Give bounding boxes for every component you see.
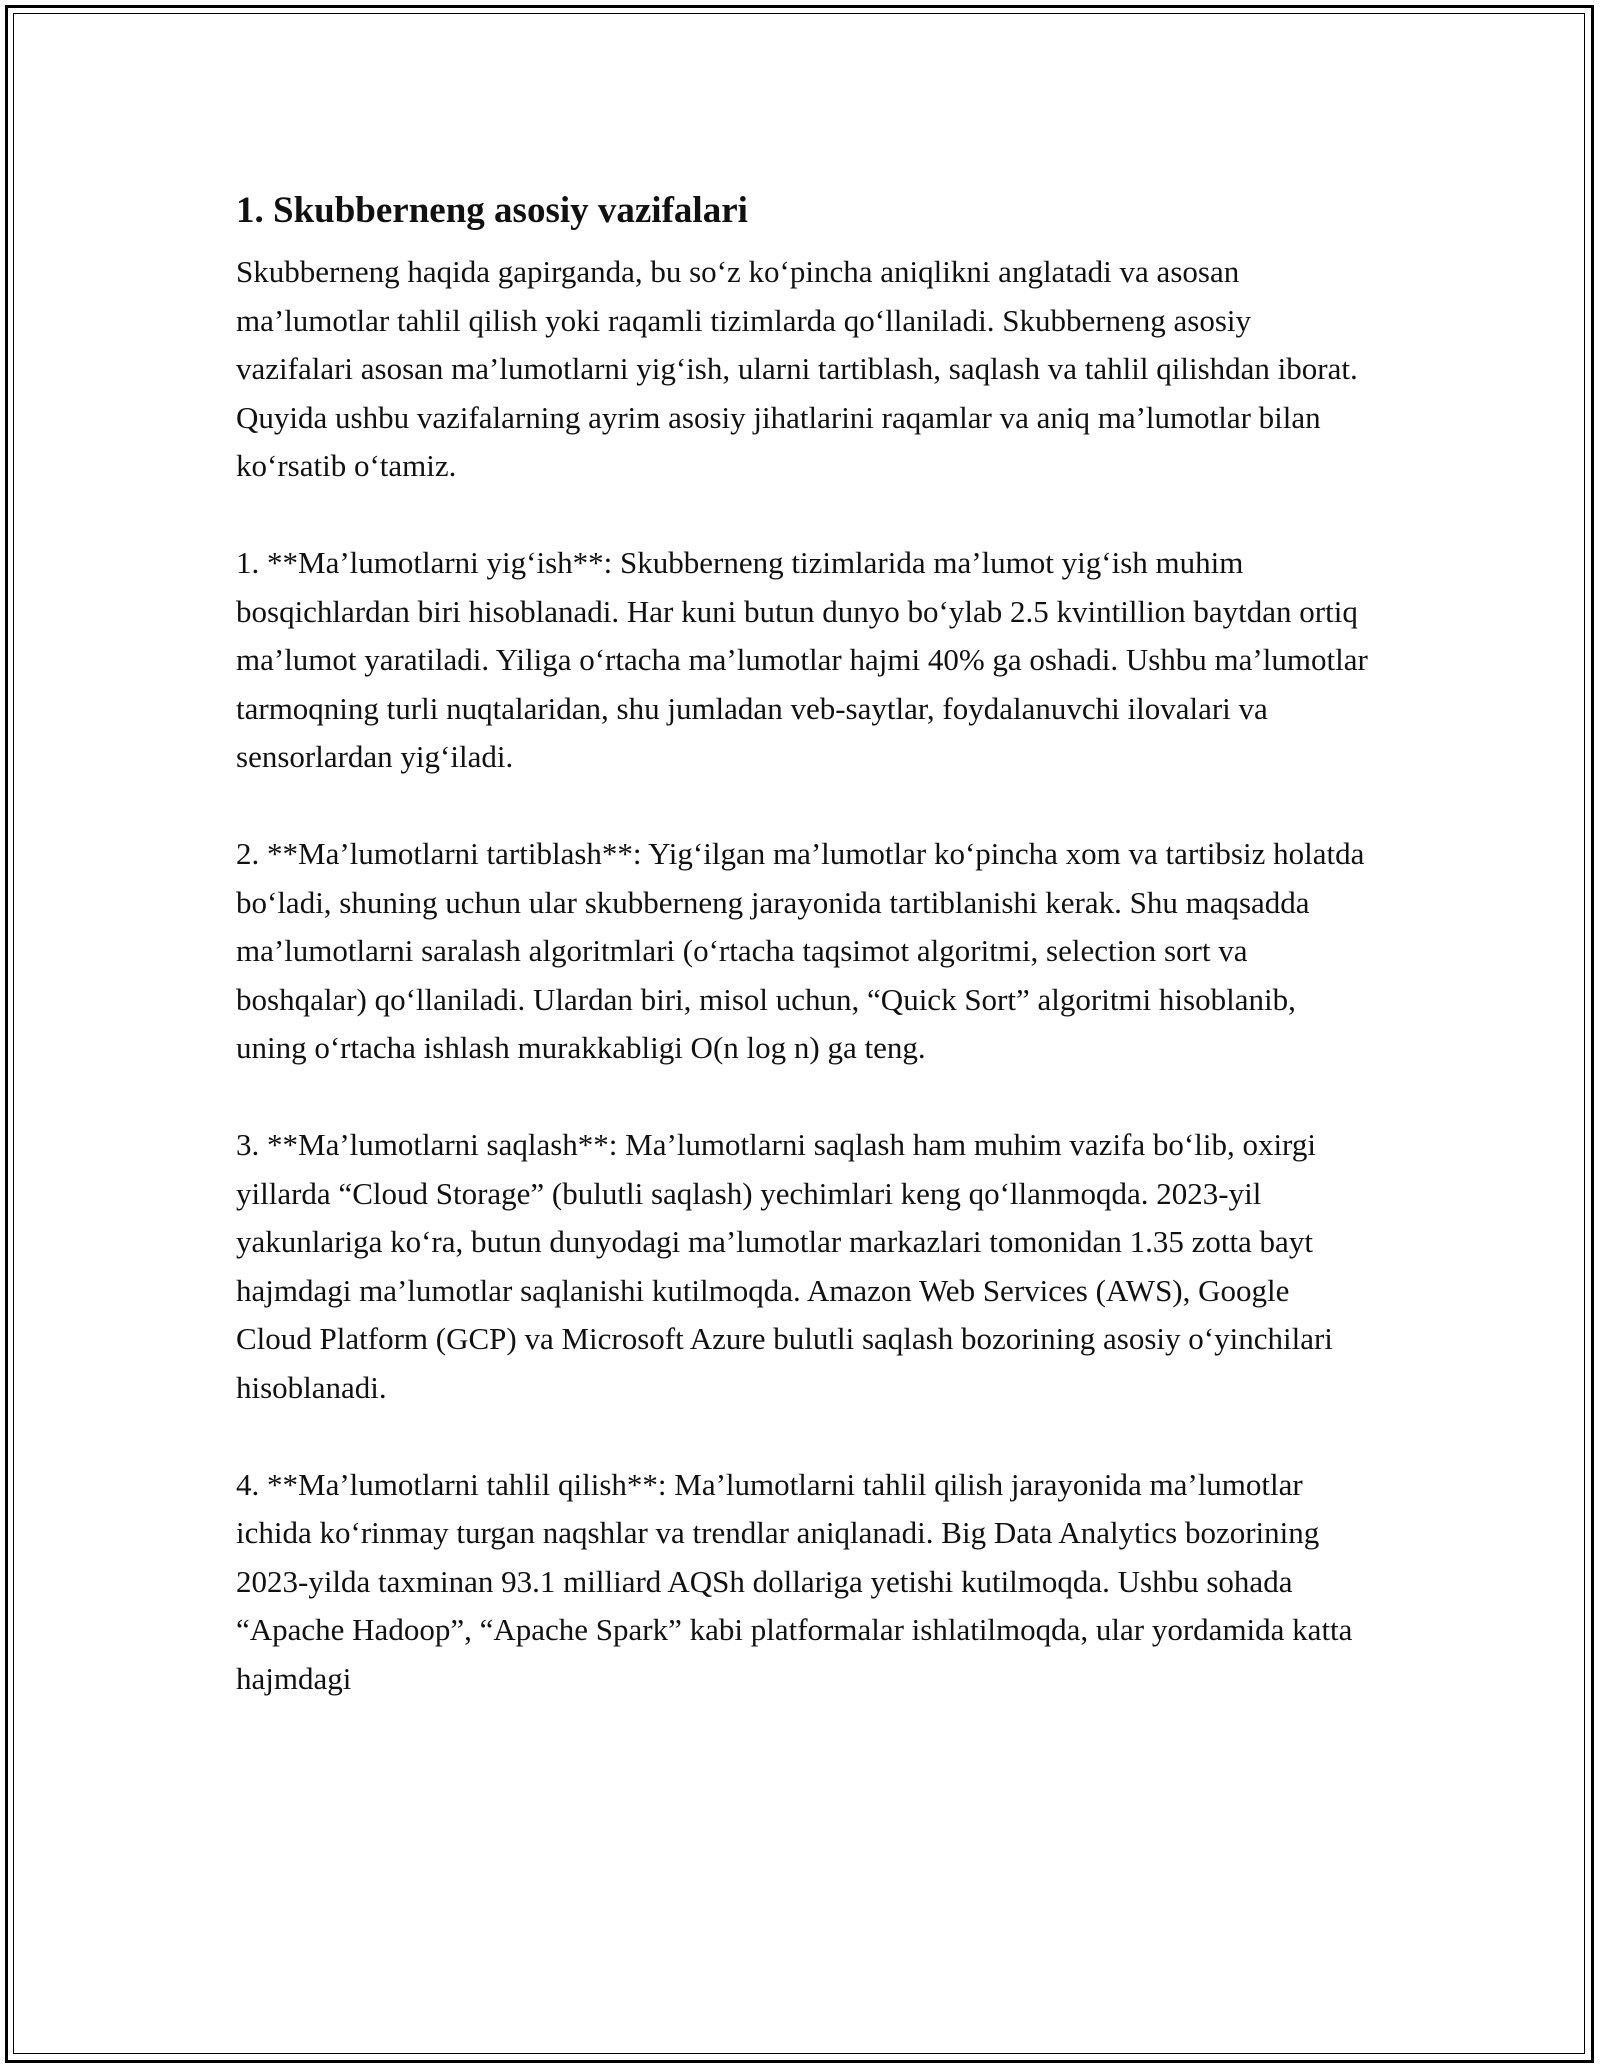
paragraph-data-storage: 3. **Ma’lumotlarni saqlash**: Ma’lumotlarni saqlash ham muhim vazifa bo‘lib, oxirgi yillarda “Cloud Storage” (bulutli saqlash) yechimlari keng qo‘llanmoqda. 2023-yil yakunlariga ko‘ra, butun dunyodagi ma’lumotlar markazlari tomonidan 1.35 zotta bayt hajmdagi ma’lumotlar saqlanishi kutilmoqda. Amazon Web Services (AWS), Google Cloud Platform (GCP) va Microsoft Azure bulutli saqlash bozorining asosiy o‘yinchilari hisoblanadi. (236, 1127, 1333, 1405)
paragraph-data-collection: 1. **Ma’lumotlarni yig‘ish**: Skubberneng tizimlarida ma’lumot yig‘ish muhim bosqichlardan biri hisoblanadi. Har kuni butun dunyo bo‘ylab 2.5 kvintillion baytdan ortiq ma’lumot yaratiladi. Yiliga o‘rtacha ma’lumotlar hajmi 40% ga oshadi. Ushbu ma’lumotlar tarmoqning turli nuqtalaridan, shu jumladan veb-saytlar, foydalanuvchi ilovalari va sensorlardan yig‘iladi. (236, 545, 1368, 774)
section-heading: 1. Skubberneng asosiy vazifalari (236, 190, 748, 231)
intro-paragraph: Skubberneng haqida gapirganda, bu so‘z ko‘pincha aniqlikni anglatadi va asosan ma’lumotlar tahlil qilish yoki raqamli tizimlarda qo‘llaniladi. Skubberneng asosiy vazifalari asosan ma’lumotlarni yig‘ish, ularni tartiblash, saqlash va tahlil qilishdan iborat. Quyida ushbu vazifalarning ayrim asosiy jihatlarini raqamlar va aniq ma’lumotlar bilan ko‘rsatib o‘tamiz. (236, 254, 1358, 483)
document-body (236, 186, 1370, 1703)
paragraph-data-analysis: 4. **Ma’lumotlarni tahlil qilish**: Ma’lumotlarni tahlil qilish jarayonida ma’lumotlar ichida ko‘rinmay turgan naqshlar va trendlar aniqlanadi. Big Data Analytics bozorining 2023-yilda taxminan 93.1 milliard AQSh dollariga yetishi kutilmoqda. Ushbu sohada “Apache Hadoop”, “Apache Spark” kabi platformalar ishlatilmoqda, ular yordamida katta hajmdagi (236, 1466, 1353, 1696)
paragraph-data-sorting: 2. **Ma’lumotlarni tartiblash**: Yig‘ilgan ma’lumotlar ko‘pincha xom va tartibsiz holatda bo‘ladi, shuning uchun ular skubberneng jarayonida tartiblanishi kerak. Shu maqsadda ma’lumotlarni saralash algoritmlari (o‘rtacha taqsimot algoritmi, selection sort va boshqalar) qo‘llaniladi. Ulardan biri, misol uchun, “Quick Sort” algoritmi hisoblanib, uning o‘rtacha ishlash murakkabligi O(n log n) ga teng. (236, 836, 1365, 1065)
